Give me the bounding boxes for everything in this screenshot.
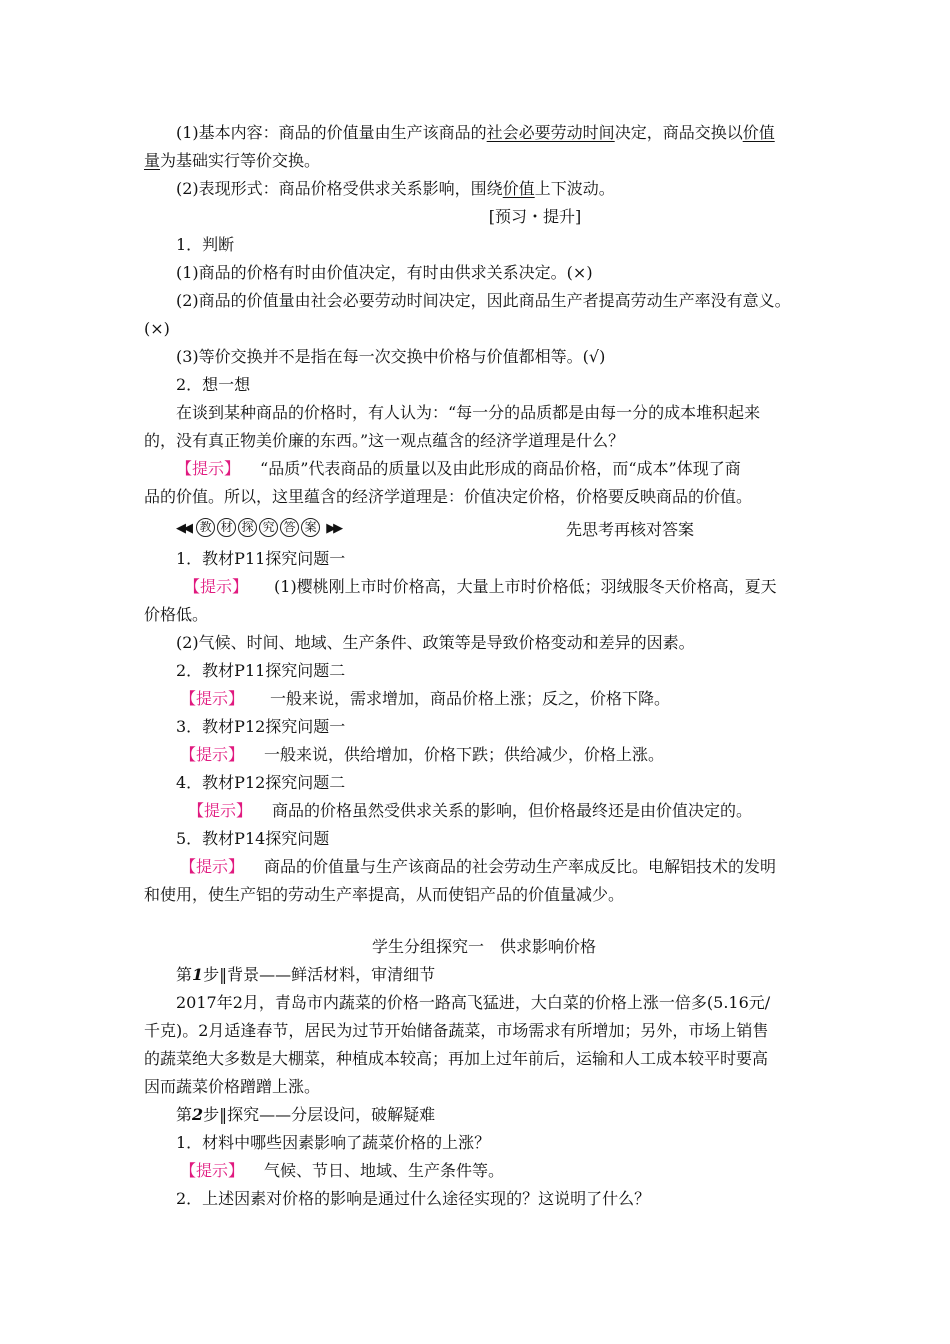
tip-text: 气候、节日、地域、生产条件等。 [264,1161,505,1180]
textbook-answers-banner [176,517,340,539]
text: 步 [203,1105,220,1124]
tip-text: “品质”代表商品的质量以及由此形成的商品价格，而“成本”体现了商 [260,459,741,478]
judge-item-3: (3)等价交换并不是指在每一次交换中价格与价值都相等。(√) [176,347,606,366]
tip-label: 【提示】 [184,577,249,596]
text: ‖背景——鲜活材料，审清细节 [219,965,436,984]
underlined-term: 量 [144,151,161,170]
group-heading: 学生分组探究一 供求影响价格 [372,937,597,956]
circled-char: 教 [196,518,215,537]
think-title: 2．想一想 [176,375,251,394]
underlined-term: 价值 [742,123,775,142]
text: 决定，商品交换以 [614,123,743,142]
textbook-q1-tip-cont: 价格低。 [144,605,209,624]
tip-text: 一般来说，需求增加，商品价格上涨；反之，价格下降。 [270,689,671,708]
underlined-term: 价值 [502,179,535,198]
think-first-note: 先思考再核对答案 [566,520,695,539]
background-para-2: 千克)。2月适逢春节，居民为过节开始储备蔬菜，市场需求有所增加；另外，市场上销售 [144,1021,769,1040]
text: (1)基本内容：商品的价值量由生产该商品的 [176,123,487,142]
tip-label: 【提示】 [180,745,245,764]
step-1-line [176,965,435,985]
tip-label: 【提示】 [188,801,253,820]
think-question-cont: 的，没有真正物美价廉的东西。”这一观点蕴含的经济学道理是什么？ [144,431,625,450]
tip-text: 商品的价格虽然受供求关系的影响，但价格最终还是由价值决定的。 [272,801,753,820]
double-right-arrow-icon: ▶▶ [326,521,341,536]
tip-label: 【提示】 [180,689,245,708]
think-tip-cont: 品的价值。所以，这里蕴含的经济学道理是：价值决定价格，价格要反映商品的价值。 [144,487,753,506]
textbook-q1-tip [184,577,777,597]
background-para-3: 的蔬菜绝大多数是大棚菜，种植成本较高；再加上过年前后，运输和人工成本较平时要高 [144,1049,769,1068]
circled-char: 探 [238,518,257,537]
circled-char: 案 [301,518,320,537]
expression-form-line [176,179,615,199]
judge-title: 1．判断 [176,235,235,254]
textbook-q4: 4．教材P12探究问题二 [176,773,346,792]
tip-text: 一般来说，供给增加，价格下跌；供给减少，价格上涨。 [264,745,665,764]
basic-content-line-cont [144,151,320,171]
step-number: 2 [192,1105,204,1124]
text: 为基础实行等价交换。 [160,151,321,170]
judge-item-1: (1)商品的价格有时由价值决定，有时由供求关系决定。(×) [176,263,593,282]
textbook-q1: 1．教材P11探究问题一 [176,549,346,568]
underlined-term: 社会必要劳动时间 [486,123,615,142]
textbook-q2-tip [180,689,670,709]
think-question: 在谈到某种商品的价格时，有人认为：“每一分的品质都是由每一分的成本堆积起来 [176,403,761,422]
text: 第 [176,1105,193,1124]
tip-label: 【提示】 [180,857,245,876]
text: (2)表现形式：商品价格受供求关系影响，围绕 [176,179,503,198]
step-number: 1 [192,965,204,984]
background-para-4: 因而蔬菜价格蹭蹭上涨。 [144,1077,321,1096]
group-q2: 2．上述因素对价格的影响是通过什么途径实现的？这说明了什么？ [176,1189,651,1208]
textbook-q5: 5．教材P14探究问题 [176,829,330,848]
text: ‖探究——分层设问，破解疑难 [219,1105,436,1124]
double-left-arrow-icon: ◀◀ [176,521,190,536]
textbook-q4-tip [188,801,752,821]
group-q1-tip [180,1161,504,1181]
textbook-q1-tip-2: (2)气候、时间、地域、生产条件、政策等是导致价格变动和差异的因素。 [176,633,695,652]
preview-heading: [预习・提升] [488,207,582,226]
judge-item-2: (2)商品的价值量由社会必要劳动时间决定，因此商品生产者提高劳动生产率没有意义。 [176,291,791,310]
textbook-q5-tip-cont: 和使用，使生产铝的劳动生产率提高，从而使铝产品的价值量减少。 [144,885,625,904]
textbook-q3: 3．教材P12探究问题一 [176,717,346,736]
circled-char: 究 [259,518,278,537]
tip-text: 商品的价值量与生产该商品的社会劳动生产率成反比。电解铝技术的发明 [264,857,777,876]
tip-label: 【提示】 [180,1161,245,1180]
circled-char: 答 [280,518,299,537]
text: 上下波动。 [534,179,615,198]
text: 步 [203,965,220,984]
think-tip [176,459,741,479]
textbook-q5-tip [180,857,776,877]
group-q1: 1．材料中哪些因素影响了蔬菜价格的上涨？ [176,1133,491,1152]
tip-label: 【提示】 [176,459,241,478]
basic-content-line [176,123,775,143]
textbook-q3-tip [180,745,664,765]
text: 第 [176,965,193,984]
textbook-q2: 2．教材P11探究问题二 [176,661,346,680]
circled-char: 材 [217,518,236,537]
step-2-line [176,1105,435,1125]
background-para-1: 2017年2月，青岛市内蔬菜的价格一路高飞猛进，大白菜的价格上涨一倍多(5.16元/ [176,993,771,1012]
judge-item-2-answer: (×) [144,319,170,338]
tip-text: (1)樱桃刚上市时价格高，大量上市时价格低；羽绒服冬天价格高，夏天 [274,577,777,596]
